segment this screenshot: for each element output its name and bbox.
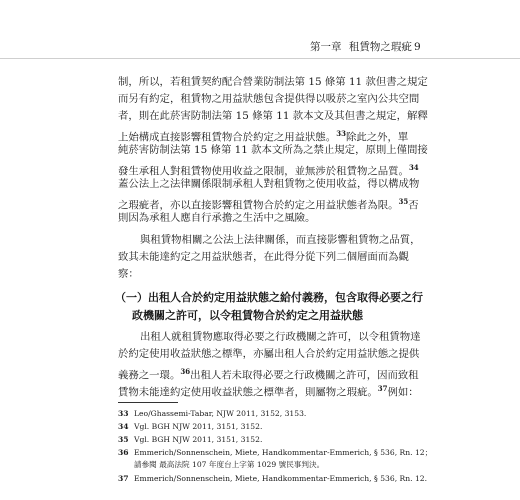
footnote-number: 34 <box>118 422 129 431</box>
body-line: 制，所以，若租賃契約配合營業防制法第 15 條第 11 款但書之規定 <box>118 76 428 88</box>
footnote-number: 35 <box>118 435 129 444</box>
body-text: 義務之一環。 <box>118 369 181 382</box>
body-line: 出租人就租賃物應取得必要之行政機關之許可，以令租賃物達 <box>140 331 421 343</box>
body-text: 例如： <box>387 386 419 399</box>
body-text: 除此之外，單 <box>345 131 409 144</box>
body-line: 純菸害防制法第 15 條第 11 款本文所為之禁止規定，原則上僅間接 <box>118 144 428 156</box>
body-text: 發生承租人對租賃物使用收益之限制，並無涉於租賃物之品質。 <box>118 165 409 178</box>
body-line: 察： <box>118 268 139 280</box>
footnote-divider <box>118 402 178 403</box>
footnote-ref[interactable]: 37 <box>377 384 388 393</box>
footnote-text: Emmerich/Sonnenschein, Miete, Handkommentar-Emmerich, § 536, Rn. 12； <box>134 448 433 457</box>
body-line <box>118 363 419 382</box>
footnote-text: Emmerich/Sonnenschein, Miete, Handkommentar-Emmerich, § 536, Rn. 12. <box>134 474 428 483</box>
body-line <box>118 380 419 399</box>
footnote-ref[interactable]: 34 <box>408 163 419 172</box>
body-text: 之瑕疵者，亦以直接影響租賃物合於約定之用益狀態者為限。 <box>118 199 399 212</box>
section-heading-continued: 政機關之許可，以令租賃物合於約定之用益狀態 <box>132 309 363 322</box>
body-line: 則因為承租人應自行承擔之生活中之風險。 <box>118 212 316 224</box>
body-text: 否 <box>408 199 419 212</box>
footnote-ref[interactable]: 36 <box>180 367 191 376</box>
body-line: 致其未能達約定之用益狀態者，在此得分從下列二個層面而為觀 <box>118 251 409 263</box>
footnote-ref[interactable]: 35 <box>398 197 409 206</box>
body-text: 賃物未能達約定使用收益狀態之標準者，則屬物之瑕疵。 <box>118 386 378 399</box>
footnote-number: 37 <box>118 474 129 483</box>
body-line: 者，則在此菸害防制法第 15 條第 11 款本文及其但書之規定，解釋 <box>118 110 428 122</box>
running-header <box>310 40 410 54</box>
body-line: 與租賃物相關之公法上法律關係，而直接影響租賃物之品質， <box>140 234 421 246</box>
footnote-number: 33 <box>118 409 129 418</box>
footnote <box>118 421 408 433</box>
footnote-text: Vgl. BGH NJW 2011, 3151, 3152. <box>134 435 263 444</box>
body-line <box>118 125 409 144</box>
footnote-continued: 請參閱 最高法院 107 年度台上字第 1029 號民事判決。 <box>134 460 325 469</box>
footnote-text: Leo/Ghassemi-Tabar, NJW 2011, 3152, 3153. <box>134 409 307 418</box>
footnote-number: 36 <box>118 448 129 457</box>
footnote-ref[interactable]: 33 <box>336 129 346 138</box>
footnote-text: Vgl. BGH NJW 2011, 3151, 3152. <box>134 422 263 431</box>
page-number: 9 <box>414 41 421 53</box>
footnote <box>118 473 428 485</box>
body-line <box>118 193 419 212</box>
chapter-label: 第一章 <box>310 41 342 53</box>
body-line: 於約定使用收益狀態之標準，亦屬出租人合於約定用益狀態之提供 <box>118 348 420 360</box>
chapter-title: 租賃物之瑕疵 <box>348 41 412 53</box>
footnote <box>118 408 408 420</box>
body-line: 而另有約定，租賃物之用益狀態包含提供得以吸菸之室內公共空間 <box>118 93 420 105</box>
footnote <box>118 434 408 446</box>
body-line <box>118 159 419 178</box>
body-text: 上始構成直接影響租賃物合於約定之用益狀態。 <box>118 131 337 144</box>
footnote <box>118 447 433 459</box>
section-heading: （一）出租人合於約定用益狀態之給付義務，包含取得必要之行 <box>115 291 423 304</box>
header-divider <box>0 58 520 59</box>
body-line: 蓋公法上之法律關係限制承租人對租賃物之使用收益，得以構成物 <box>118 178 420 190</box>
body-text: 出租人若未取得必要之行政機關之許可，因而致租 <box>190 369 419 382</box>
